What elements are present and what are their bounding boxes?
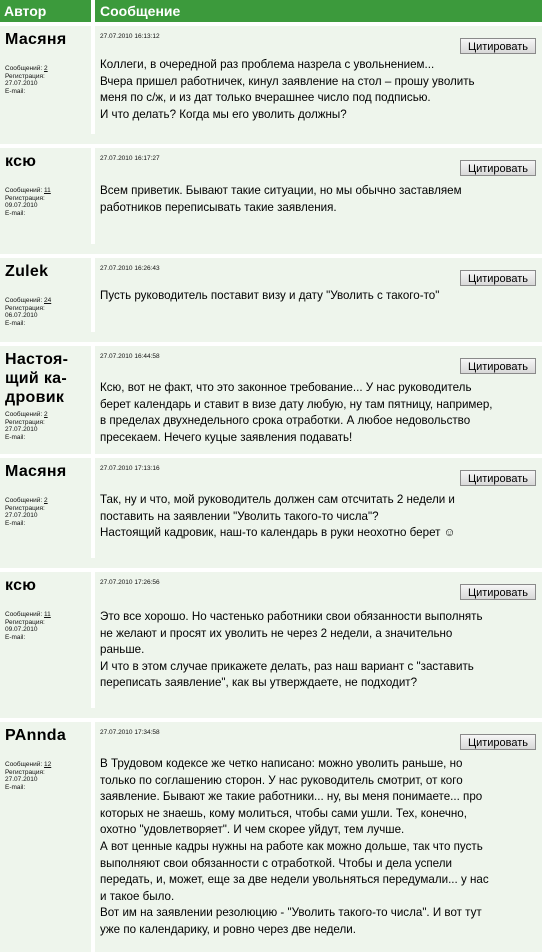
email-label: E-mail: [5,633,26,641]
post-message [95,722,542,952]
author-name-line: щий ка- [5,370,67,387]
post-text-line: охотно "удовлетворяет". И чем скорее уйдут, тем лучше. [100,823,405,837]
email-label: E-mail: [5,209,26,217]
post-footer-band [0,332,542,342]
quote-button[interactable]: Цитировать [460,470,536,486]
post-date: 27.07.2010 16:44:58 [100,353,160,360]
author-name: Масяня [5,463,67,480]
post-author-info [0,458,91,558]
posts-count-link[interactable]: 2 [44,65,48,72]
posts-count-link[interactable]: 24 [44,297,52,304]
author-meta [5,761,88,791]
post-text-line: переписать заявление", как вы утверждаете, не подходит? [100,676,418,690]
post-author-info [0,26,91,134]
author-name: Zulek [5,263,49,280]
post-text-line: передать, и, может, еще за две недели увольняться передумали... у нас [100,873,489,887]
post-text [100,492,538,542]
forum-post [0,148,542,244]
posts-count-link[interactable]: 2 [44,411,48,418]
post-author-info [0,572,91,708]
registration-date: 06.07.2010 [5,312,38,320]
author-meta [5,65,88,95]
post-message [95,346,542,454]
author-meta [5,411,88,441]
email-label: E-mail: [5,519,26,527]
registration-label: Регистрация: [5,418,45,426]
quote-button[interactable]: Цитировать [460,38,536,54]
post-text-line: Так, ну и что, мой руководитель должен сам отсчитать 2 недели и [100,493,455,506]
post-text-line: берет календарь и ставит в визе дату любую, ну там пятницу, например, [100,397,493,411]
post-date: 27.07.2010 17:34:58 [100,729,160,736]
post-text-line: А вот ценные кадры нужны на работе как можно дольше, так что пусть [100,839,483,853]
email-label: E-mail: [5,433,26,441]
registration-date: 09.07.2010 [5,626,38,634]
quote-button[interactable]: Цитировать [460,734,536,750]
author-meta [5,611,88,641]
email-label: E-mail: [5,87,26,95]
post-message [95,148,542,244]
post-text-line: уже по календарику, и ровно через две недели. [100,922,356,936]
post-author-info [0,346,91,454]
post-text-line: меня по с/ж, и из дат только вчерашнее число под подписью. [100,91,431,105]
table-header [0,0,542,22]
posts-count-link[interactable]: 12 [44,761,52,768]
post-date: 27.07.2010 16:13:12 [100,33,160,40]
email-label: E-mail: [5,319,26,327]
post-text-line: в пределах двухнедельного срока отработки. А любое недовольство [100,414,471,428]
post-message [95,458,542,558]
post-text-line: Всем приветик. Бывают такие ситуации, но мы обычно заставляем [100,184,462,197]
post-text [100,380,538,446]
quote-button[interactable]: Цитировать [460,160,536,176]
posts-count-link[interactable]: 11 [44,187,51,194]
post-message [95,258,542,332]
post-text-line: Ксю, вот не факт, что это законное требование... У нас руководитель [100,381,472,394]
author-name: Масяня [5,31,67,48]
post-date: 27.07.2010 16:26:43 [100,265,160,272]
registration-label: Регистрация: [5,504,45,512]
author-name [5,350,88,407]
post-text-line: раньше. [100,643,145,657]
post-text [100,183,538,216]
author-column-header: Автор [0,0,91,22]
post-text-line: только по соглашению сторон. У нас руководитель смотрит, от кого [100,773,463,787]
post-text [100,288,538,305]
posts-count-label: Сообщений: [5,411,43,418]
post-date: 27.07.2010 16:17:27 [100,155,160,162]
post-text-line: и такое было. [100,889,175,903]
posts-count-label: Сообщений: [5,65,43,72]
message-column-header: Сообщение [95,0,542,22]
author-meta [5,297,88,327]
registration-label: Регистрация: [5,768,45,776]
author-name: ксю [5,577,37,594]
post-author-info [0,148,91,244]
registration-label: Регистрация: [5,72,45,80]
post-text-line: работников переписывать такие заявления. [100,200,337,214]
post-text-line: И что в этом случае прикажете делать, раз наш вариант с "заставить [100,659,474,673]
post-text-line: пресекаем. Нечего куцые заявления подавать! [100,430,353,444]
registration-label: Регистрация: [5,618,45,626]
registration-date: 27.07.2010 [5,776,38,784]
posts-count-link[interactable]: 2 [44,497,48,504]
author-meta [5,497,88,527]
post-author-info [0,722,91,952]
post-text-line: Вчера пришел работничек, кинул заявление на стол – прошу уволить [100,74,475,88]
post-text-line: В Трудовом кодексе же четко написано: можно уволить раньше, но [100,757,463,770]
quote-button[interactable]: Цитировать [460,584,536,600]
post-text-line: не желают и просят их уволить не через 2 недели, а значительно [100,626,453,640]
quote-button[interactable]: Цитировать [460,358,536,374]
posts-count-label: Сообщений: [5,761,43,768]
post-text-line: Это все хорошо. Но частенько работники свои обязанности выполнять [100,610,483,623]
post-footer-band [0,244,542,254]
forum-post [0,26,542,134]
post-text-line: выполняют свои обязанности с отработкой. Чтобы и дела успели [100,856,452,870]
posts-count-label: Сообщений: [5,611,43,618]
registration-label: Регистрация: [5,194,45,202]
author-name-line: дровик [5,389,65,406]
forum-post [0,258,542,332]
post-date: 27.07.2010 17:13:16 [100,465,160,472]
author-meta [5,187,88,217]
posts-count-label: Сообщений: [5,297,43,304]
registration-date: 27.07.2010 [5,80,38,88]
post-text [100,609,538,692]
post-text-line: Коллеги, в очередной раз проблема назрела с увольнением... [100,58,435,71]
posts-count-link[interactable]: 11 [44,611,51,618]
post-message [95,572,542,708]
post-footer-band [0,134,542,144]
email-label: E-mail: [5,783,26,791]
registration-date: 09.07.2010 [5,202,38,210]
author-name: ксю [5,153,37,170]
posts-count-label: Сообщений: [5,497,43,504]
post-text-line: которых не знаешь, кому молиться, чтобы сами ушли. Тех, конечно, [100,806,467,820]
author-name-line: Настоя- [5,351,69,368]
registration-date: 27.07.2010 [5,426,38,434]
post-text-line: Пусть руководитель поставит визу и дату "Уволить с такого-то" [100,289,440,302]
forum-post [0,722,542,952]
author-name: PAnnda [5,727,67,744]
registration-label: Регистрация: [5,304,45,312]
forum-post [0,572,542,708]
quote-button[interactable]: Цитировать [460,270,536,286]
post-footer-band [0,708,542,718]
posts-count-label: Сообщений: [5,187,43,194]
post-author-info [0,258,91,332]
post-text-line: Настоящий кадровик, наш-то календарь в руки неохотно берет ☺ [100,526,456,540]
post-text-line: Вот им на заявлении резолюцию - "Уволить такого-то числа". И вот тут [100,906,482,920]
post-text-line: заявление. Бывают же такие работники... ну, вы меня понимаете... про [100,790,483,804]
post-text [100,57,538,123]
forum-post [0,458,542,558]
registration-date: 27.07.2010 [5,512,38,520]
post-text [100,756,538,939]
post-message [95,26,542,134]
post-text-line: поставить на заявлении "Уволить такого-то числа"? [100,509,379,523]
forum-post [0,346,542,454]
post-footer-band [0,558,542,568]
post-date: 27.07.2010 17:26:56 [100,579,160,586]
post-text-line: И что делать? Когда мы его уволить должны? [100,107,347,121]
